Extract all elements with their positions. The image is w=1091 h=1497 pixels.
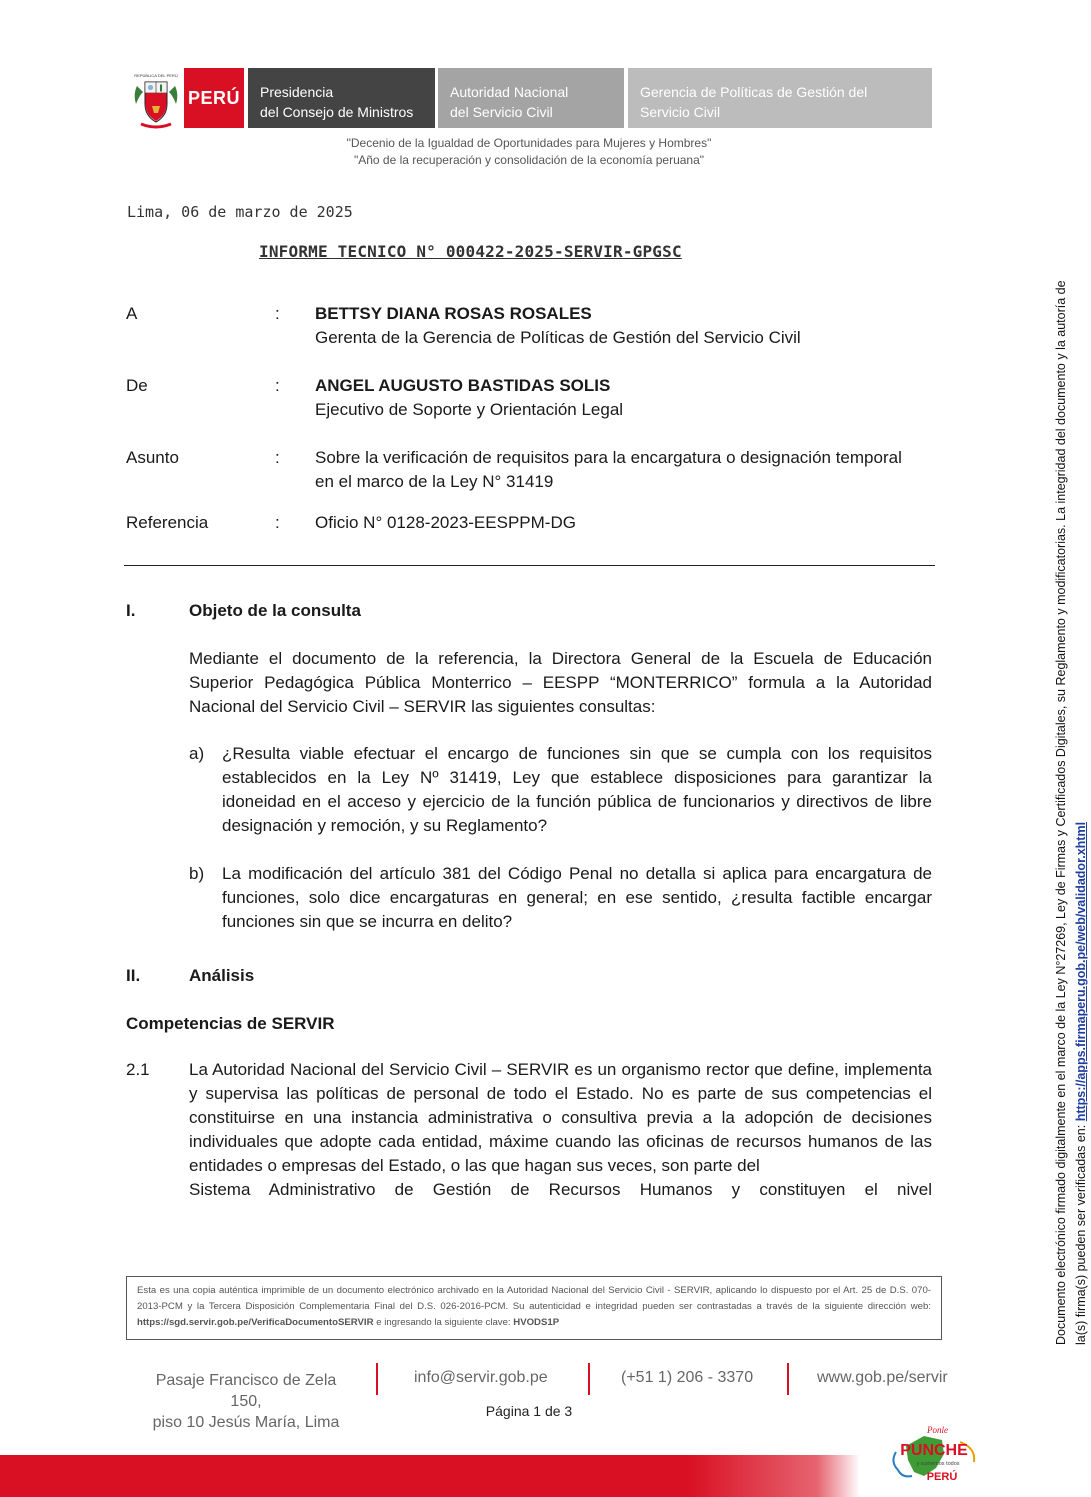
memo-reference-value: Oficio N° 0128-2023-EESPPM-DG [315, 513, 576, 532]
authenticity-notice [126, 1276, 942, 1340]
logo-ponle: Ponle [927, 1425, 948, 1435]
memo-subject-label: Asunto [126, 448, 179, 467]
header-box-servir-line1: Autoridad Nacional [450, 84, 569, 100]
peru-brand-label: PERÚ [184, 68, 244, 128]
paragraph-2-1-last-line: Sistema Administrativo de Gestión de Recursos Humanos y constituyen el nivel [189, 1180, 932, 1199]
memo-to-role: Gerenta de la Gerencia de Políticas de Gestión del Servicio Civil [315, 328, 801, 347]
memo-from-name: ANGEL AUGUSTO BASTIDAS SOLIS [315, 376, 611, 395]
paragraph-2-1-text: La Autoridad Nacional del Servicio Civil – SERVIR es un organismo rector que define, implementa y supervisa las políticas de personal de todo el Estado. No es parte de sus competencias el constituirse en una instancia administrativa o consultiva previa a la adopción de decisiones individuales que adopte cada entidad, máxime cuando las oficinas de recursos humanos de las entidades o empresas del Estado, o las que hagan sus veces, son parte del [189, 1060, 932, 1175]
memo-from-role: Ejecutivo de Soporte y Orientación Legal [315, 400, 624, 419]
paragraph-2-1-number: 2.1 [126, 1060, 150, 1079]
notice-verify-url[interactable]: https://sgd.servir.gob.pe/VerificaDocumentoSERVIR [137, 1317, 374, 1328]
memo-to-colon: : [275, 304, 280, 323]
header-box-gerencia-line1: Gerencia de Políticas de Gestión del [640, 84, 868, 100]
logo-peru: PERÚ [926, 1471, 958, 1483]
header-box-servir-line2: del Servicio Civil [450, 104, 553, 120]
section1-item-b-label: b) [189, 864, 205, 883]
section1-item-b: La modificación del artículo 381 del Código Penal no detalla si aplica para encargatura de funciones, solo dice encargaturas en general; en ese sentido, ¿resulta factible encargar funciones sin que se incurra en delito? [222, 864, 932, 931]
peru-coat-of-arms-icon [133, 72, 179, 130]
section2-subheading: Competencias de SERVIR [126, 1014, 335, 1033]
header-box-servir [438, 68, 624, 128]
header-box-pcm [248, 68, 435, 128]
notice-mid-text: e ingresando la siguiente clave: [373, 1317, 514, 1328]
footer-address [141, 1370, 351, 1433]
signature-notice-line2-prefix: la(s) firma(s) pueden ser verificadas en: [1074, 1121, 1088, 1345]
logo-sumemos: y sumemos todos [916, 1461, 960, 1467]
section1-number: I. [126, 601, 136, 620]
document-date: Lima, 06 de marzo de 2025 [127, 203, 353, 221]
footer-phone: (+51 1) 206 - 3370 [621, 1369, 754, 1386]
slogan-decenio: "Decenio de la Igualdad de Oportunidades para Mujeres y Hombres" [346, 136, 712, 150]
memo-reference-label: Referencia [126, 513, 209, 532]
signature-notice-line1: Documento electrónico firmado digitalmente en el marco de la Ley N°27269, Ley de Firmas y Certificados Digitales, su Reglamento y modificatorias. La integridad del documento y la autoría de [1054, 280, 1068, 1345]
footer-address-line2: piso 10 Jesús María, Lima [152, 1414, 340, 1431]
memo-to-name: BETTSY DIANA ROSAS ROSALES [315, 304, 592, 323]
footer-red-band [0, 1455, 860, 1497]
notice-text: Esta es una copia auténtica imprimible de un documento electrónico archivado en la Autoridad Nacional del Servicio Civil - SERVIR, aplicando lo dispuesto por el Art. 25 de D.S. 070-2013-PCM y la Tercera Disposición Complementaria Final del D.S. 026-2016-PCM. Su autenticidad e integridad pueden ser contrastadas a través de la siguiente dirección web: [137, 1285, 931, 1312]
memo-from-label: De [126, 376, 148, 395]
memo-subject-line1: Sobre la verificación de requisitos para la encargatura o designación temporal [315, 448, 902, 467]
memo-subject-colon: : [275, 448, 280, 467]
page-number: Página 1 de 3 [485, 1403, 573, 1419]
notice-key: HVODS1P [513, 1317, 560, 1328]
section1-paragraph: Mediante el documento de la referencia, la Directora General de la Escuela de Educación Superior Pedagógica Pública Monterrico – EESPP “MONTERRICO” formula a la Autoridad Nacional del Servicio Civil – SERVIR las siguientes consultas: [189, 649, 932, 716]
footer-divider-3 [787, 1363, 789, 1395]
memo-from-colon: : [275, 376, 280, 395]
memo-divider [124, 565, 935, 566]
memo-subject-line2: en el marco de la Ley N° 31419 [315, 472, 554, 491]
footer-address-line1: Pasaje Francisco de Zela 150, [155, 1372, 337, 1410]
slogan-anio: "Año de la recuperación y consolidación de la economía peruana" [353, 153, 705, 167]
section2-number: II. [126, 966, 141, 985]
section1-title: Objeto de la consulta [189, 601, 361, 620]
section1-item-a: ¿Resulta viable efectuar el encargo de funciones sin que se cumpla con los requisitos establecidos en la Ley Nº 31419, Ley que establece disposiciones para garantizar la idoneidad en el acceso y ejercicio de la función pública de funcionarios y directivos de libre designación y remoción, y su Reglamento? [222, 744, 932, 835]
section2-title: Análisis [189, 966, 255, 985]
section1-item-a-label: a) [189, 744, 205, 763]
memo-reference-colon: : [275, 513, 280, 532]
signature-validator-link[interactable]: https://apps.firmaperu.gob.pe/web/validador.xhtml [1074, 821, 1088, 1122]
shield-caption: REPÚBLICA DEL PERÚ [134, 73, 178, 78]
footer-divider-1 [376, 1363, 378, 1395]
signature-notice-line2 [1071, 235, 1091, 1345]
ponle-punche-peru-logo [884, 1424, 984, 1490]
logo-punche: PUNCHE [900, 1442, 968, 1459]
report-title: INFORME TECNICO N° 000422-2025-SERVIR-GPGSC [259, 242, 682, 261]
digital-signature-notice [1051, 235, 1091, 1345]
footer-divider-2 [588, 1363, 590, 1395]
memo-to-label: A [126, 304, 138, 323]
footer-website[interactable]: www.gob.pe/servir [817, 1369, 948, 1386]
header-box-pcm-line1: Presidencia [260, 84, 334, 100]
header-box-gerencia [628, 68, 932, 128]
header-box-gerencia-line2: Servicio Civil [640, 104, 721, 120]
footer-email[interactable]: info@servir.gob.pe [414, 1369, 548, 1386]
header-box-pcm-line2: del Consejo de Ministros [260, 104, 414, 120]
